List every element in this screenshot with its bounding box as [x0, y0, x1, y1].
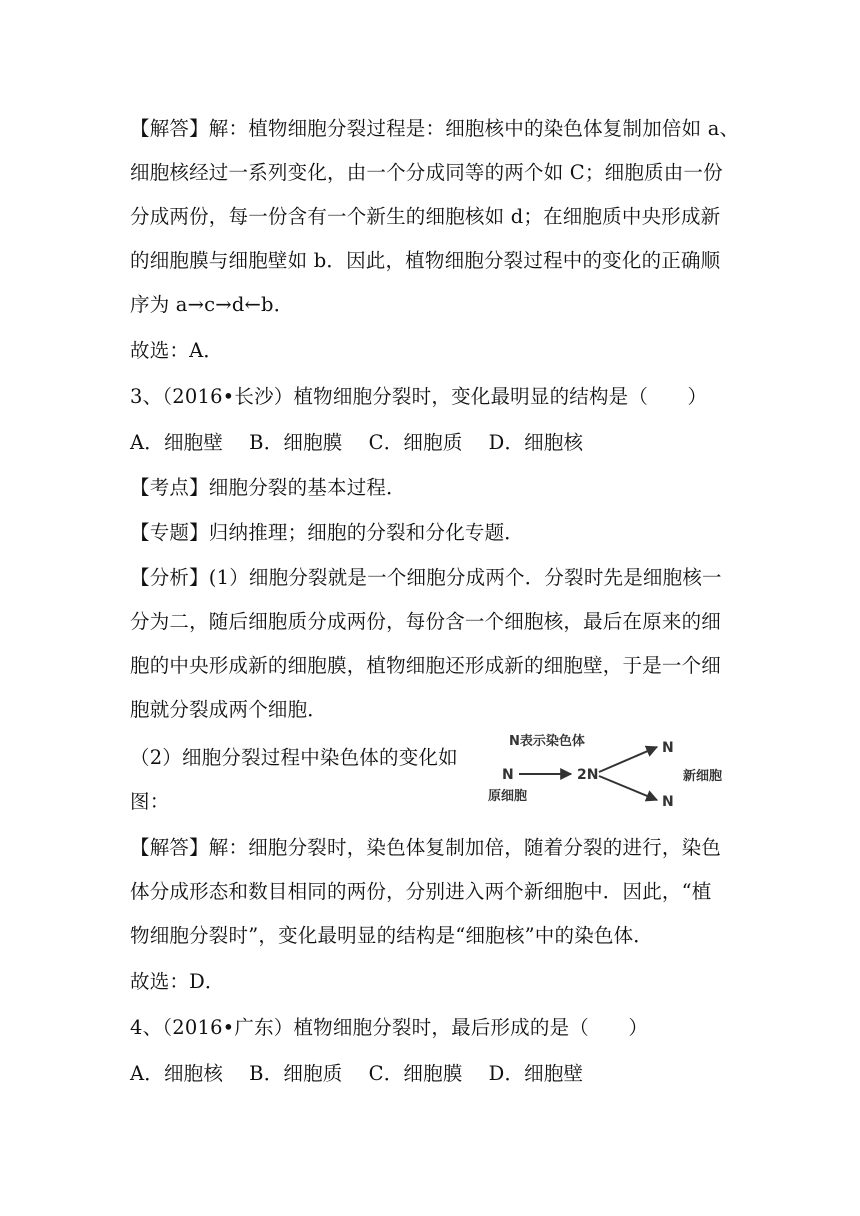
answer-line-1: 【解答】解：植物细胞分裂过程是：细胞核中的染色体复制加倍如 a、 [130, 117, 740, 140]
choice-line: 故选：A． [130, 339, 224, 362]
question-3: 3、（2016•长沙）植物细胞分裂时，变化最明显的结构是（ ） [130, 385, 708, 408]
diagram-label-original-cell: 原细胞 [488, 789, 528, 804]
analysis-line-4: 胞就分裂成两个细胞． [130, 698, 328, 721]
diagram-end-bottom-n: N [662, 794, 674, 810]
answer-line-5: 序为 a→c→d←b． [130, 293, 294, 316]
question-4-options: A．细胞核 B．细胞质 C．细胞膜 D．细胞壁 [130, 1062, 584, 1085]
chromosome-diagram [485, 730, 735, 810]
diagram-label-new-cell: 新细胞 [683, 769, 723, 784]
answer3-line-1: 【解答】解：细胞分裂时，染色体复制加倍，随着分裂的进行，染色 [130, 836, 722, 859]
answer-line-3: 分成两份，每一份含有一个新生的细胞核如 d；在细胞质中央形成新 [130, 205, 721, 228]
key-point: 【考点】细胞分裂的基本过程． [130, 476, 406, 499]
analysis-line-3: 胞的中央形成新的细胞膜，植物细胞还形成新的细胞壁，于是一个细 [130, 654, 722, 677]
diagram-title: N表示染色体 [509, 734, 585, 749]
analysis-line-6: 图： [130, 790, 170, 813]
topic: 【专题】归纳推理；细胞的分裂和分化专题． [130, 521, 525, 544]
diagram-start-n: N [502, 767, 514, 783]
diagram-middle-2n: 2N [577, 767, 599, 783]
choice-line-3: 故选：D． [130, 970, 225, 993]
arrow-down [599, 776, 657, 800]
question-4: 4、（2016•广东）植物细胞分裂时，最后形成的是（ ） [130, 1016, 649, 1039]
analysis-line-2: 分为二，随后细胞质分成两份，每份含一个细胞核，最后在原来的细 [130, 610, 722, 633]
diagram-end-top-n: N [662, 740, 674, 756]
question-3-options: A．细胞壁 B．细胞膜 C．细胞质 D．细胞核 [130, 431, 584, 454]
answer3-line-3: 物细胞分裂时”，变化最明显的结构是“细胞核”中的染色体． [130, 924, 654, 947]
answer3-line-2: 体分成形态和数目相同的两份，分别进入两个新细胞中．因此，“植 [130, 880, 712, 903]
answer-line-4: 的细胞膜与细胞壁如 b．因此，植物细胞分裂过程中的变化的正确顺 [130, 249, 721, 272]
arrow-up [599, 747, 657, 772]
analysis-line-5: （2）细胞分裂过程中染色体的变化如 [130, 746, 458, 769]
analysis-line-1: 【分析】(1）细胞分裂就是一个细胞分成两个．分裂时先是细胞核一 [130, 566, 722, 589]
answer-line-2: 细胞核经过一系列变化，由一个分成同等的两个如 C；细胞质由一份 [130, 161, 723, 184]
